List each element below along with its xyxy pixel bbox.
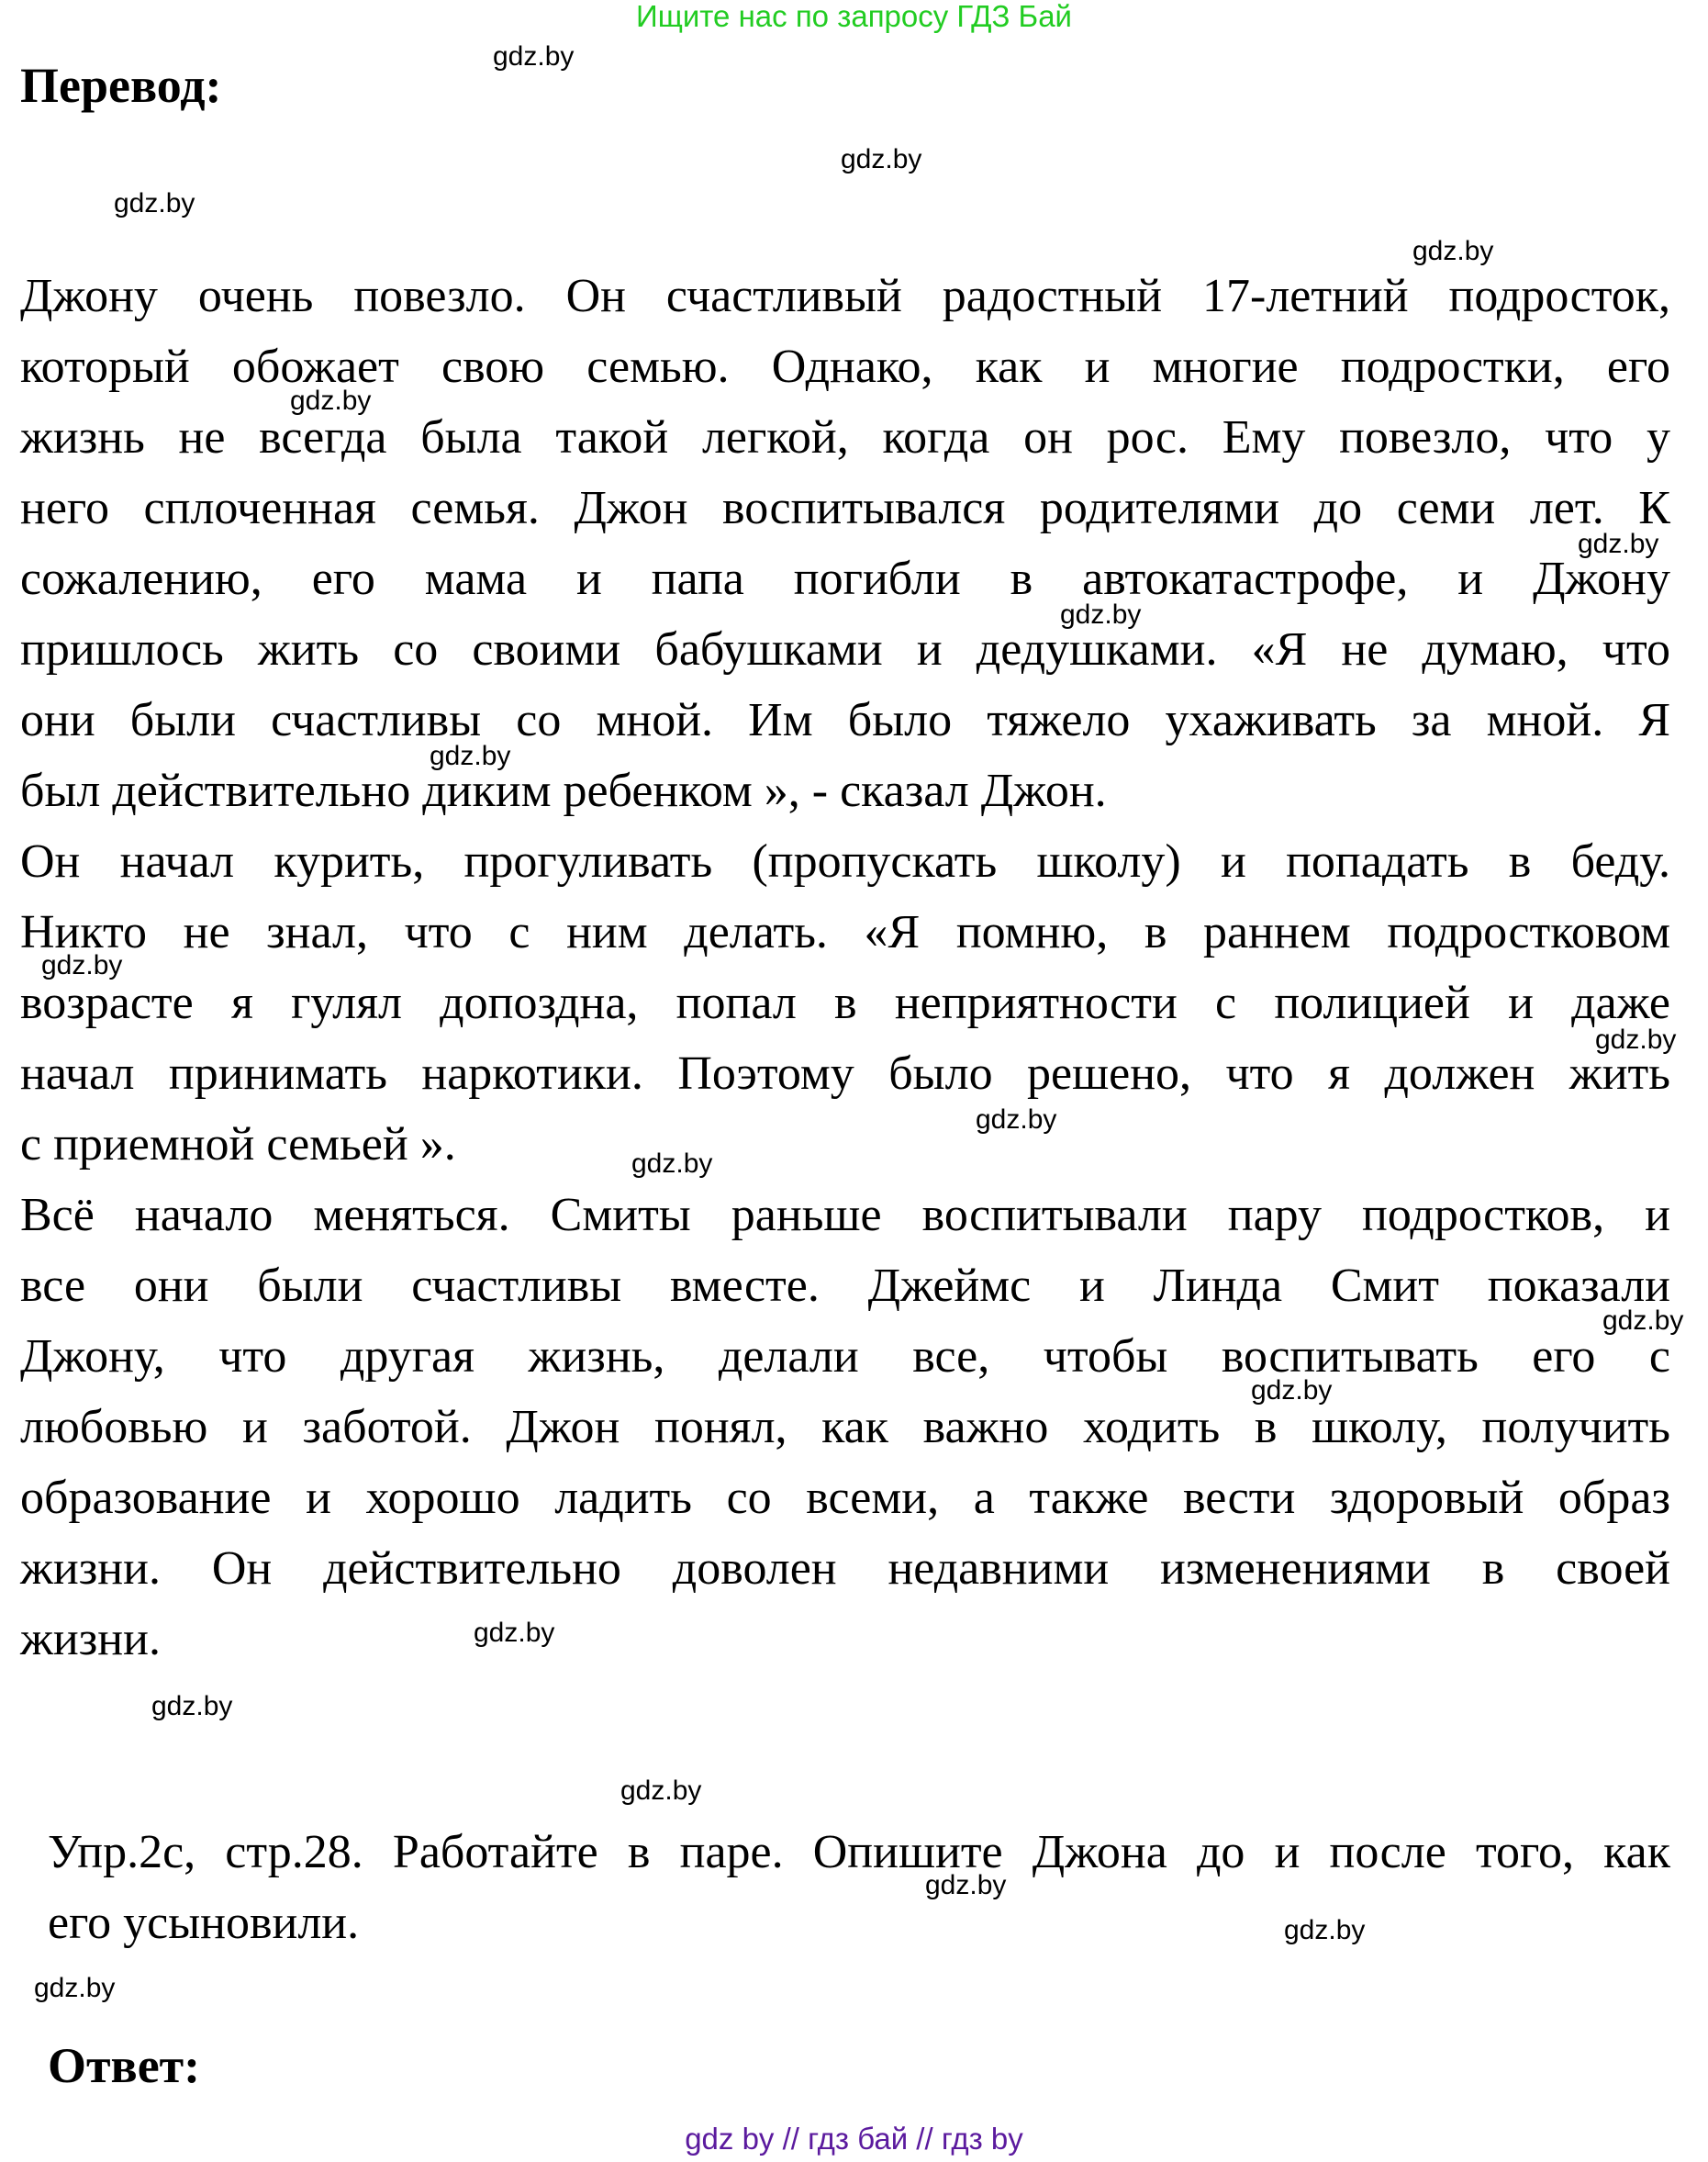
watermark: gdz.by	[1284, 1915, 1366, 1945]
watermark: gdz.by	[1595, 1025, 1677, 1055]
text-line: все они были счастливы вместе. Джеймс и Линда Смит показали	[20, 1260, 1670, 1312]
watermark: gdz.by	[976, 1104, 1057, 1135]
watermark: gdz.by	[151, 1691, 233, 1721]
text-line: был действительно диким ребенком », - сказал Джон.	[20, 765, 1107, 817]
text-line: жизнь не всегда была такой легкой, когда он рос. Ему повезло, что у	[20, 411, 1670, 464]
text-line: любовью и заботой. Джон понял, как важно ходить в школу, получить	[20, 1401, 1670, 1453]
text-line: образование и хорошо ладить со всеми, а также вести здоровый образ	[20, 1472, 1670, 1524]
watermark: gdz.by	[34, 1973, 116, 2003]
heading-answer: Ответ:	[48, 2038, 201, 2093]
text-line: пришлось жить со своими бабушками и дедушками. «Я не думаю, что	[20, 623, 1670, 676]
text-line: возрасте я гулял допоздна, попал в неприятности с полицией и даже	[20, 977, 1670, 1029]
watermark: gdz.by	[430, 741, 511, 771]
text-line: жизни.	[20, 1613, 161, 1665]
task-line: Упр.2c, стр.28. Работайте в паре. Опишите Джона до и после того, как	[48, 1826, 1670, 1878]
task-line: его усыновили.	[48, 1897, 360, 1949]
text-line: Никто не знал, что с ним делать. «Я помню, в раннем подростковом	[20, 906, 1670, 958]
watermark: gdz.by	[1251, 1375, 1333, 1406]
watermark: gdz.by	[493, 41, 575, 72]
text-line: они были счастливы со мной. Им было тяжело ухаживать за мной. Я	[20, 694, 1670, 746]
text-line: Он начал курить, прогуливать (пропускать школу) и попадать в беду.	[20, 835, 1670, 888]
translation-text	[20, 261, 1670, 1675]
watermark: gdz.by	[290, 386, 372, 416]
watermark: gdz.by	[631, 1148, 713, 1179]
text-line: с приемной семьей ».	[20, 1118, 456, 1171]
text-line: сожалению, его мама и папа погибли в автокатастрофе, и Джону	[20, 553, 1670, 605]
heading-translation: Перевод:	[20, 58, 222, 113]
watermark: gdz.by	[841, 144, 922, 174]
watermark: gdz.by	[41, 950, 123, 980]
watermark: gdz.by	[620, 1776, 702, 1806]
watermark: gdz.by	[474, 1618, 555, 1648]
watermark: gdz.by	[1412, 236, 1494, 266]
text-line: жизни. Он действительно доволен недавними изменениями в своей	[20, 1542, 1670, 1595]
exercise-task	[48, 1817, 1670, 1958]
text-line: него сплоченная семья. Джон воспитывался родителями до семи лет. К	[20, 482, 1670, 534]
watermark: gdz.by	[1602, 1305, 1684, 1336]
text-line: Всё начало меняться. Смиты раньше воспитывали пару подростков, и	[20, 1189, 1670, 1241]
text-line: который обожает свою семью. Однако, как и многие подростки, его	[20, 341, 1670, 393]
search-banner[interactable]: Ищите нас по запросу ГДЗ Бай	[636, 0, 1072, 33]
text-line: Джону, что другая жизнь, делали все, чтобы воспитывать его с	[20, 1330, 1670, 1383]
text-line: начал принимать наркотики. Поэтому было решено, что я должен жить	[20, 1047, 1670, 1100]
watermark: gdz.by	[1060, 599, 1142, 630]
watermark: gdz.by	[925, 1870, 1007, 1900]
text-line: Джону очень повезло. Он счастливый радостный 17-летний подросток,	[20, 270, 1670, 322]
watermark: gdz.by	[114, 188, 195, 218]
watermark: gdz.by	[1578, 529, 1659, 559]
bottom-links[interactable]: gdz by // гдз бай // гдз by	[685, 2122, 1023, 2156]
